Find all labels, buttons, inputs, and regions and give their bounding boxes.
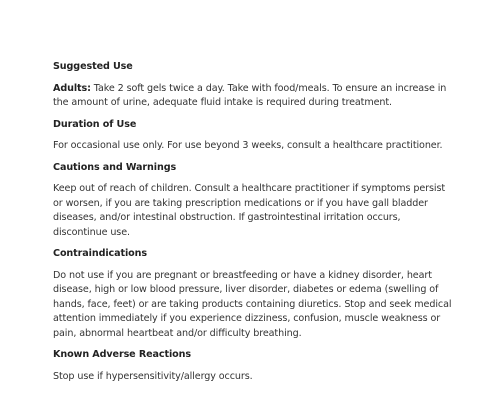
contraindications-heading: Contraindications bbox=[53, 248, 147, 259]
product-info-content bbox=[53, 60, 453, 391]
duration-of-use-heading: Duration of Use bbox=[53, 118, 137, 130]
suggested-use-text bbox=[53, 82, 453, 111]
cautions-warnings-text: Keep out of reach of children. Consult a healthcare practitioner if symptoms persist or worsen, if you are taking prescription medications or if you have gall bladder diseases, and/or intestinal obstruction. If gastrointestinal irritation occurs, discontinue use. bbox=[53, 183, 446, 238]
adults-label: Adults: bbox=[53, 82, 91, 94]
cautions-warnings-heading: Cautions and Warnings bbox=[53, 161, 177, 173]
adverse-reactions-text: Stop use if hypersensitivity/allergy occurs. bbox=[53, 370, 253, 382]
contraindications-text: Do not use if you are pregnant or breastfeeding or have a kidney disorder, heart disease, high or low blood pressure, liver disorder, diabetes or edema (swelling of hands, face, feet) or are taking products containing diuretics. Stop and seek medical attention immediately if you experience dizziness, confusion, muscle weakness or pain, abnormal heartbeat and/or difficulty breathing. bbox=[53, 269, 452, 339]
suggested-use-heading: Suggested Use bbox=[53, 61, 133, 72]
suggested-use-body: Take 2 soft gels twice a day. Take with food/meals. To ensure an increase in the amount of urine, adequate fluid intake is required during treatment. bbox=[53, 82, 447, 108]
duration-of-use-text: For occasional use only. For use beyond 3 weeks, consult a healthcare practitioner. bbox=[53, 140, 443, 151]
adverse-reactions-heading: Known Adverse Reactions bbox=[53, 349, 191, 360]
